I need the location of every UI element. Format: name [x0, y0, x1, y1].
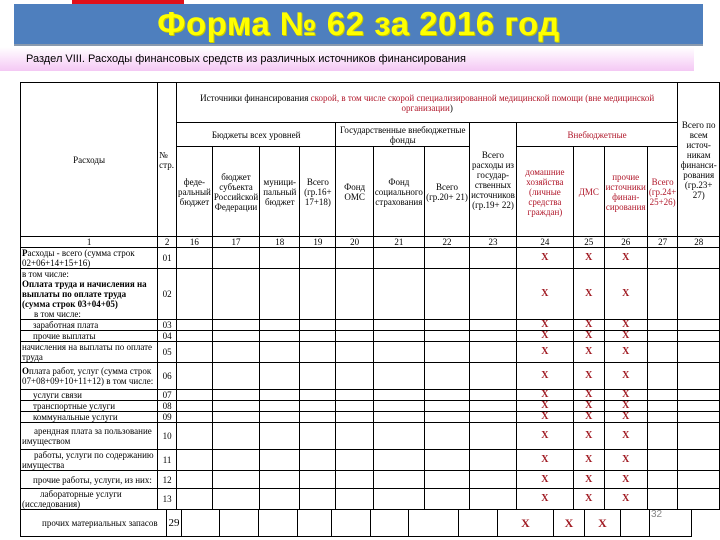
cell-17[interactable] [212, 471, 259, 489]
cell-27[interactable] [621, 510, 650, 537]
cell-22[interactable] [424, 248, 469, 269]
cell-23[interactable] [470, 342, 517, 363]
cell-21[interactable] [373, 248, 424, 269]
table-row [21, 401, 720, 412]
cell-20[interactable] [336, 363, 373, 390]
cell-27[interactable] [647, 363, 678, 390]
table-row [21, 510, 692, 537]
row-label: в том числе: Оплата труда и начисления на выплаты по оплате труда (сумма строк 03+04+05) в том числе: [21, 269, 158, 320]
x-mark: X [604, 401, 647, 412]
cell-28[interactable] [678, 331, 720, 342]
cell-21[interactable] [373, 450, 424, 471]
page-number: 32 [650, 510, 692, 537]
cell-27[interactable] [647, 269, 678, 320]
cell-20[interactable] [332, 510, 371, 537]
cell-16[interactable] [176, 471, 212, 489]
cell-21[interactable] [373, 489, 424, 510]
table-row [21, 248, 720, 269]
x-mark: X [516, 248, 573, 269]
cell-19[interactable] [300, 269, 336, 320]
row-label: услуги связи [21, 390, 158, 401]
header-subject-budget: бюджет субъекта Российской Федерации [212, 147, 259, 237]
x-mark: X [516, 390, 573, 401]
cell-22[interactable] [424, 471, 469, 489]
col-num: 21 [373, 237, 424, 248]
cell-23[interactable] [470, 471, 517, 489]
row-label: Оплата работ, услуг (сумма строк 07+08+09+10+11+12) в том числе: [21, 363, 158, 390]
cell-20[interactable] [336, 450, 373, 471]
cell-17[interactable] [212, 269, 259, 320]
x-mark: X [573, 489, 604, 510]
col-num: 2 [158, 237, 177, 248]
row-number: 09 [158, 412, 177, 423]
cell-22[interactable] [424, 320, 469, 331]
table-row [21, 450, 720, 471]
x-mark: X [516, 269, 573, 320]
cell-17[interactable] [212, 390, 259, 401]
row-label: арендная плата за пользование имуществом [21, 423, 158, 450]
table-row [21, 412, 720, 423]
x-mark: X [604, 320, 647, 331]
cell-22[interactable] [424, 342, 469, 363]
cell-28[interactable] [678, 412, 720, 423]
cell-19[interactable] [300, 342, 336, 363]
cell-18[interactable] [260, 331, 300, 342]
row-number: 07 [158, 390, 177, 401]
table-row [21, 320, 720, 331]
col-num: 1 [21, 237, 158, 248]
x-mark: X [604, 248, 647, 269]
x-mark: X [573, 331, 604, 342]
cell-21[interactable] [373, 320, 424, 331]
x-mark: X [516, 401, 573, 412]
cell-16[interactable] [182, 510, 220, 537]
cell-28[interactable] [678, 423, 720, 450]
x-mark: X [573, 248, 604, 269]
x-mark: X [604, 489, 647, 510]
row-label: работы, услуги по содержанию имущества [21, 450, 158, 471]
cell-27[interactable] [647, 450, 678, 471]
cell-18[interactable] [260, 320, 300, 331]
cell-21[interactable] [373, 401, 424, 412]
cell-19[interactable] [300, 489, 336, 510]
cell-23[interactable] [470, 269, 517, 320]
cell-16[interactable] [176, 269, 212, 320]
x-mark: X [516, 363, 573, 390]
cell-20[interactable] [336, 471, 373, 489]
cell-27[interactable] [647, 489, 678, 510]
table-row [21, 342, 720, 363]
row-number: 06 [158, 363, 177, 390]
row-number: 29 [167, 510, 182, 537]
table-row [21, 423, 720, 450]
x-mark: X [604, 269, 647, 320]
cell-20[interactable] [336, 412, 373, 423]
x-mark: X [516, 471, 573, 489]
cell-19[interactable] [298, 510, 332, 537]
cell-27[interactable] [647, 423, 678, 450]
cell-19[interactable] [300, 450, 336, 471]
cell-27[interactable] [647, 342, 678, 363]
cell-17[interactable] [212, 423, 259, 450]
cell-27[interactable] [647, 401, 678, 412]
col-num: 22 [424, 237, 469, 248]
col-num: 16 [176, 237, 212, 248]
row-label: прочих матeриальных запасов [21, 510, 167, 537]
x-mark: X [573, 401, 604, 412]
x-mark: X [573, 390, 604, 401]
cell-16[interactable] [176, 423, 212, 450]
cell-23[interactable] [470, 248, 517, 269]
cell-17[interactable] [212, 320, 259, 331]
cell-19[interactable] [300, 390, 336, 401]
cell-28[interactable] [678, 401, 720, 412]
cell-19[interactable] [300, 471, 336, 489]
col-num: 18 [260, 237, 300, 248]
x-mark: X [573, 269, 604, 320]
x-mark: X [604, 450, 647, 471]
header-total-all-sources: Всего по всем источ-никам финанси-рования (гр.23+ 27) [678, 83, 720, 237]
cell-28[interactable] [678, 342, 720, 363]
row-label: заработная плата [21, 320, 158, 331]
cell-18[interactable] [260, 450, 300, 471]
row-label: начисления на выплаты по оплате труда [21, 342, 158, 363]
header-funding-sources: Источники финансирования скорой, в том числе скорой специализированной медицинской помощи (вне медицинской организации) [176, 83, 677, 123]
cell-18[interactable] [260, 471, 300, 489]
x-mark: X [516, 342, 573, 363]
cell-27[interactable] [647, 471, 678, 489]
table-row [21, 390, 720, 401]
row-number: 13 [158, 489, 177, 510]
cell-19[interactable] [300, 331, 336, 342]
cell-28[interactable] [678, 320, 720, 331]
x-mark: X [516, 489, 573, 510]
cell-28[interactable] [678, 269, 720, 320]
cell-20[interactable] [336, 248, 373, 269]
header-total-budget: Всего (гр.16+ 17+18) [300, 147, 336, 237]
x-mark: X [573, 342, 604, 363]
cell-20[interactable] [336, 401, 373, 412]
cell-23[interactable] [470, 390, 517, 401]
col-num: 23 [470, 237, 517, 248]
x-mark: X [604, 363, 647, 390]
cell-23[interactable] [470, 450, 517, 471]
header-total-extra: Всего (гр.24+ 25+26) [647, 147, 678, 237]
cell-23[interactable] [470, 401, 517, 412]
cell-27[interactable] [647, 412, 678, 423]
col-num: 19 [300, 237, 336, 248]
expenses-table [20, 82, 720, 510]
x-mark: X [604, 331, 647, 342]
cell-23[interactable] [470, 489, 517, 510]
cell-17[interactable] [212, 412, 259, 423]
cell-21[interactable] [371, 510, 409, 537]
cell-19[interactable] [300, 320, 336, 331]
cell-16[interactable] [176, 412, 212, 423]
header-municipal-budget: муници-пальный бюджет [260, 147, 300, 237]
cell-17[interactable] [220, 510, 259, 537]
header-total-funds: Всего (гр.20+ 21) [424, 147, 469, 237]
x-mark: X [498, 510, 554, 537]
cell-22[interactable] [424, 269, 469, 320]
cell-20[interactable] [336, 269, 373, 320]
cell-22[interactable] [424, 401, 469, 412]
row-number: 04 [158, 331, 177, 342]
cell-28[interactable] [678, 248, 720, 269]
x-mark: X [516, 412, 573, 423]
cell-20[interactable] [336, 320, 373, 331]
cell-18[interactable] [260, 342, 300, 363]
cell-22[interactable] [424, 363, 469, 390]
column-number-row [21, 237, 720, 248]
table-row [21, 269, 720, 320]
cell-16[interactable] [176, 320, 212, 331]
cell-27[interactable] [647, 331, 678, 342]
table-row [21, 331, 720, 342]
header-federal-budget: феде-ральный бюджет [176, 147, 212, 237]
x-mark: X [516, 320, 573, 331]
cell-17[interactable] [212, 363, 259, 390]
cell-16[interactable] [176, 390, 212, 401]
row-number: 08 [158, 401, 177, 412]
cell-17[interactable] [212, 401, 259, 412]
cell-21[interactable] [373, 412, 424, 423]
cell-19[interactable] [300, 248, 336, 269]
row-label: прочие работы, услуги, из них: [21, 471, 158, 489]
cell-21[interactable] [373, 423, 424, 450]
x-mark: X [516, 331, 573, 342]
cell-23[interactable] [470, 331, 517, 342]
cell-28[interactable] [678, 363, 720, 390]
x-mark: X [573, 450, 604, 471]
header-dms: ДМС [573, 147, 604, 237]
cell-21[interactable] [373, 471, 424, 489]
cell-23[interactable] [470, 412, 517, 423]
x-mark: X [573, 423, 604, 450]
x-mark: X [604, 390, 647, 401]
cell-19[interactable] [300, 401, 336, 412]
col-num: 24 [516, 237, 573, 248]
col-num: 27 [647, 237, 678, 248]
x-mark: X [604, 471, 647, 489]
header-oms-fund: Фонд ОМС [336, 147, 373, 237]
cell-19[interactable] [300, 363, 336, 390]
header-total-state: Всего расходы из государ-ственных источников (гр.19+ 22) [470, 123, 517, 237]
header-other-sources: прочие источники финан-сирования [604, 147, 647, 237]
cell-18[interactable] [260, 423, 300, 450]
cell-21[interactable] [373, 390, 424, 401]
row-number: 12 [158, 471, 177, 489]
x-mark: X [573, 412, 604, 423]
cell-16[interactable] [176, 363, 212, 390]
cell-16[interactable] [176, 489, 212, 510]
header-extrabudget: Внебюджетные [516, 123, 678, 147]
col-num: 20 [336, 237, 373, 248]
cell-19[interactable] [300, 423, 336, 450]
cell-21[interactable] [373, 269, 424, 320]
cell-21[interactable] [373, 363, 424, 390]
row-number: 02 [158, 269, 177, 320]
cell-16[interactable] [176, 401, 212, 412]
header-social-fund: Фонд социального страхования [373, 147, 424, 237]
header-state-funds: Государственные внебюджетные фонды [336, 123, 470, 147]
cell-16[interactable] [176, 450, 212, 471]
x-mark: X [516, 450, 573, 471]
cell-27[interactable] [647, 320, 678, 331]
cell-18[interactable] [260, 489, 300, 510]
col-num: 17 [212, 237, 259, 248]
cell-17[interactable] [212, 450, 259, 471]
table-row [21, 489, 720, 510]
cell-23[interactable] [470, 320, 517, 331]
cell-18[interactable] [260, 412, 300, 423]
cell-20[interactable] [336, 423, 373, 450]
cell-23[interactable] [459, 510, 498, 537]
cell-20[interactable] [336, 390, 373, 401]
section-heading: Раздел VIII. Расходы финансовых средств из различных источников финансирования [26, 53, 466, 65]
row-number: 01 [158, 248, 177, 269]
header-budgets-all-levels: Бюджеты всех уровней [176, 123, 335, 147]
title-bar [14, 4, 703, 46]
cell-17[interactable] [212, 331, 259, 342]
cell-18[interactable] [260, 269, 300, 320]
table-row [21, 363, 720, 390]
cell-22[interactable] [424, 423, 469, 450]
x-mark: X [604, 423, 647, 450]
row-number: 11 [158, 450, 177, 471]
cell-17[interactable] [212, 248, 259, 269]
cell-22[interactable] [409, 510, 459, 537]
cell-21[interactable] [373, 342, 424, 363]
header-expenses: Расходы [21, 83, 158, 237]
x-mark: X [573, 363, 604, 390]
cell-16[interactable] [176, 342, 212, 363]
cell-16[interactable] [176, 248, 212, 269]
x-mark: X [585, 510, 621, 537]
cell-16[interactable] [176, 331, 212, 342]
cell-18[interactable] [260, 363, 300, 390]
col-num: 28 [678, 237, 720, 248]
cell-17[interactable] [212, 342, 259, 363]
cell-18[interactable] [260, 401, 300, 412]
cell-28[interactable] [678, 489, 720, 510]
cell-18[interactable] [260, 248, 300, 269]
cell-23[interactable] [470, 363, 517, 390]
x-mark: X [604, 412, 647, 423]
cell-19[interactable] [300, 412, 336, 423]
x-mark: X [573, 471, 604, 489]
row-label: лабораторные услуги (исследования) [21, 489, 158, 510]
cell-20[interactable] [336, 489, 373, 510]
header-row-number: № стр. [158, 83, 177, 237]
cell-28[interactable] [678, 450, 720, 471]
cell-27[interactable] [647, 248, 678, 269]
x-mark: X [573, 320, 604, 331]
cell-17[interactable] [212, 489, 259, 510]
cell-22[interactable] [424, 489, 469, 510]
cell-20[interactable] [336, 331, 373, 342]
row-label: Расходы - всего (сумма строк 02+06+14+15+16) [21, 248, 158, 269]
header-households: домашние хозяйства (личные средства граждан) [516, 147, 573, 237]
x-mark: X [554, 510, 585, 537]
cell-22[interactable] [424, 412, 469, 423]
cell-22[interactable] [424, 450, 469, 471]
row-label: коммунальные услуги [21, 412, 158, 423]
cell-27[interactable] [647, 390, 678, 401]
row-number: 10 [158, 423, 177, 450]
row-number: 05 [158, 342, 177, 363]
cell-28[interactable] [678, 390, 720, 401]
col-num: 26 [604, 237, 647, 248]
row-number: 03 [158, 320, 177, 331]
cell-21[interactable] [373, 331, 424, 342]
section-heading-bar [0, 47, 694, 71]
x-mark: X [516, 423, 573, 450]
x-mark: X [604, 342, 647, 363]
cell-18[interactable] [259, 510, 298, 537]
page-title: Форма № 62 за 2016 год [157, 5, 560, 42]
cell-28[interactable] [678, 471, 720, 489]
cell-18[interactable] [260, 390, 300, 401]
cell-22[interactable] [424, 390, 469, 401]
table-row [21, 471, 720, 489]
col-num: 25 [573, 237, 604, 248]
materials-table [20, 509, 692, 537]
row-label: транспортные услуги [21, 401, 158, 412]
cell-20[interactable] [336, 342, 373, 363]
cell-22[interactable] [424, 331, 469, 342]
row-label: прочие выплаты [21, 331, 158, 342]
cell-23[interactable] [470, 423, 517, 450]
